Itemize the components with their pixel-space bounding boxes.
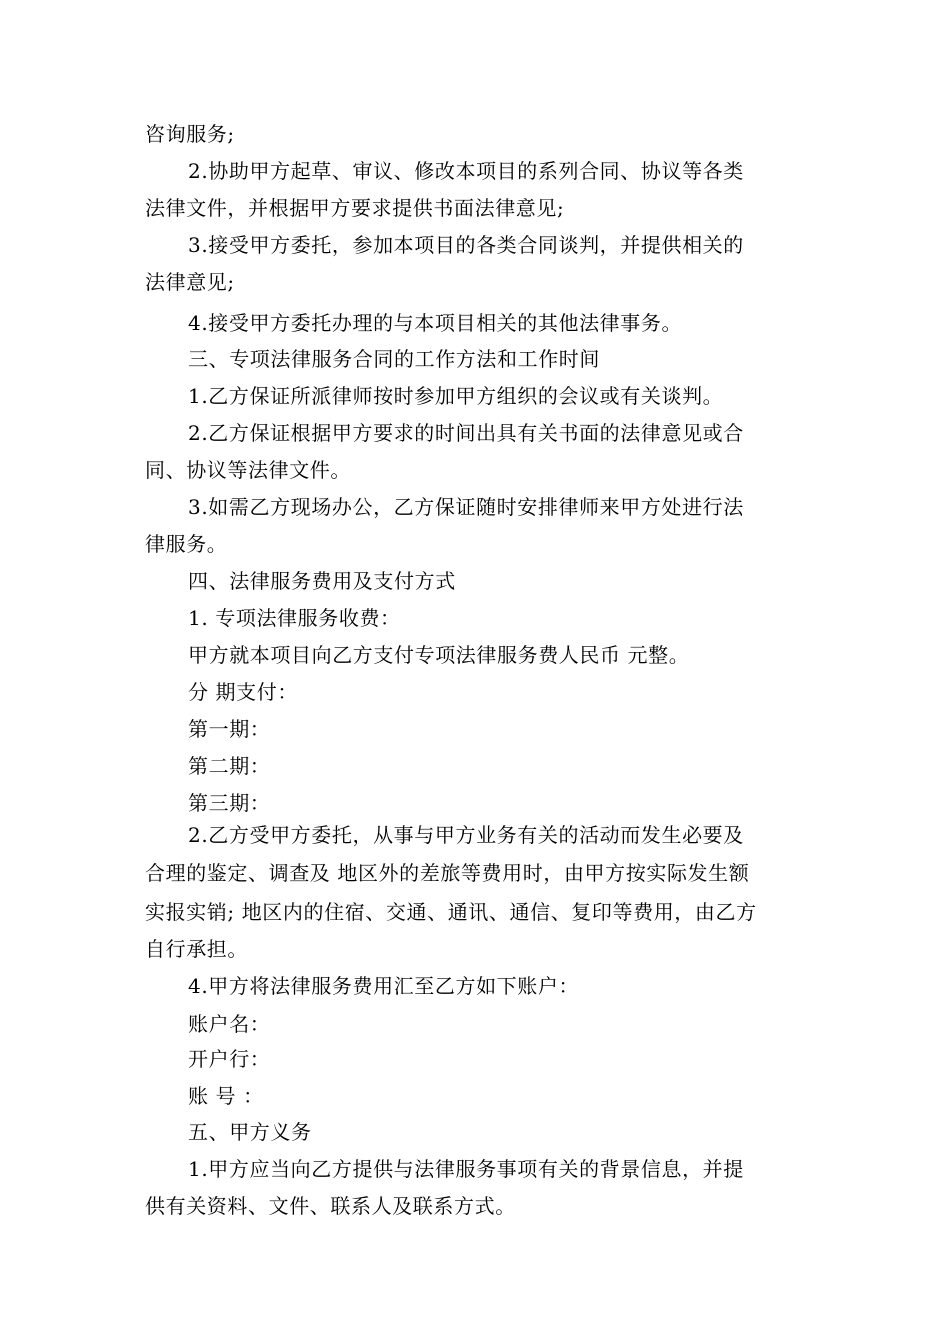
text-line: 账户名： — [188, 1012, 271, 1036]
text-line: 账 号 ： — [188, 1084, 264, 1108]
text-line: 合理的鉴定、调查及 地区外的差旅等费用时，由甲方按实际发生额 — [145, 861, 750, 885]
section-heading: 三、专项法律服务合同的工作方法和工作时间 — [188, 347, 600, 371]
section-heading: 四、法律服务费用及支付方式 — [188, 569, 456, 593]
text-line: 法律意见; — [145, 270, 235, 294]
text-line: 4.接受甲方委托办理的与本项目相关的其他法律事务。 — [188, 311, 683, 335]
text-line: 甲方就本项目向乙方支付专项法律服务费人民币 元整。 — [188, 643, 690, 667]
text-line: 自行承担。 — [145, 937, 248, 961]
text-line: 1. 专项法律服务收费： — [188, 606, 401, 630]
text-line: 第二期： — [188, 754, 271, 778]
text-line: 1.甲方应当向乙方提供与法律服务事项有关的背景信息，并提 — [188, 1157, 744, 1181]
section-heading: 五、甲方义务 — [188, 1120, 312, 1144]
text-line: 法律文件，并根据甲方要求提供书面法律意见; — [145, 196, 565, 220]
text-line: 第一期： — [188, 717, 271, 741]
text-line: 供有关资料、文件、联系人及联系方式。 — [145, 1194, 516, 1218]
text-line: 同、协议等法律文件。 — [145, 458, 351, 482]
text-line: 3.接受甲方委托，参加本项目的各类合同谈判，并提供相关的 — [188, 233, 744, 257]
text-line: 2.协助甲方起草、审议、修改本项目的系列合同、协议等各类 — [188, 159, 744, 183]
text-line: 2.乙方保证根据甲方要求的时间出具有关书面的法律意见或合 — [188, 421, 744, 445]
text-line: 实报实销; 地区内的住宿、交通、通讯、通信、复印等费用，由乙方 — [145, 900, 757, 924]
text-line: 律服务。 — [145, 532, 228, 556]
text-line: 开户行： — [188, 1047, 271, 1071]
text-line: 第三期： — [188, 791, 271, 815]
text-line: 分 期支付： — [188, 680, 298, 704]
text-line: 2.乙方受甲方委托，从事与甲方业务有关的活动而发生必要及 — [188, 823, 744, 847]
text-line: 4.甲方将法律服务费用汇至乙方如下账户： — [188, 974, 580, 998]
text-line: 3.如需乙方现场办公，乙方保证随时安排律师来甲方处进行法 — [188, 495, 744, 519]
text-line: 咨询服务; — [145, 122, 235, 146]
text-line: 1.乙方保证所派律师按时参加甲方组织的会议或有关谈判。 — [188, 384, 724, 408]
